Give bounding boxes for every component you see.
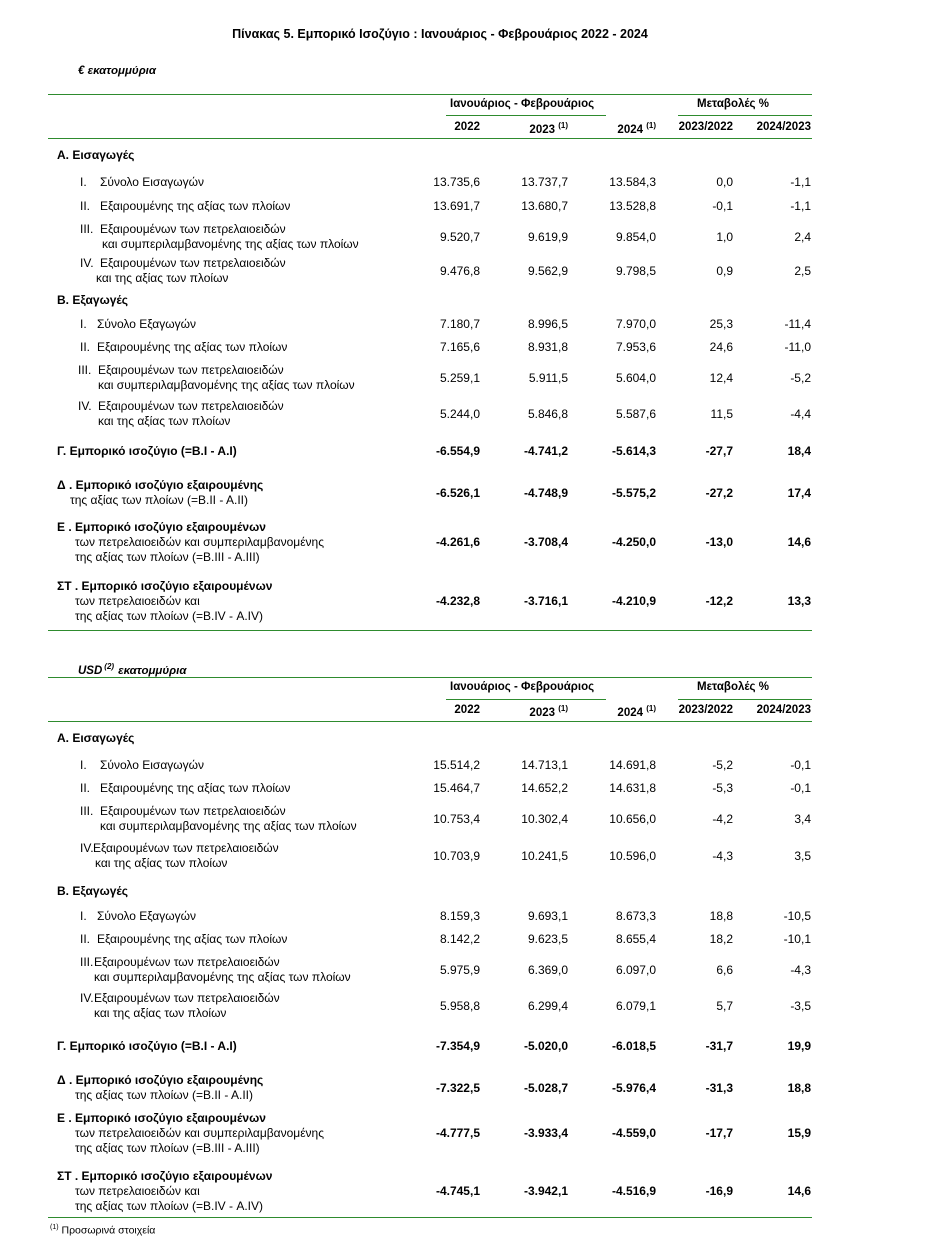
usd-balance-value-3: -6.018,5 (611, 1039, 656, 1053)
usd-exports-row-label: Εξαιρουμένων των πετρελαιοειδών (94, 991, 280, 1005)
usd-changes-header: Μεταβολές % (697, 681, 769, 693)
eur-imports-heading: Α. Εισαγωγές (57, 148, 135, 162)
eur-exports-row (0, 363, 941, 400)
eur-balance-value-3: -5.575,2 (611, 485, 656, 500)
eur-imports-row (0, 256, 941, 293)
eur-change-2024-2023: 2024/2023 (756, 121, 811, 133)
eur-imports-row (0, 175, 941, 197)
eur-balance-label: Ε . Εμπορικό ισοζύγιο εξαιρουμένων (57, 520, 266, 534)
usd-exports-heading: Β. Εξαγωγές (57, 884, 129, 898)
usd-imports-value-4: -5,3 (712, 781, 733, 795)
eur-balance-label: Δ . Εμπορικό ισοζύγιο εξαιρουμένης (57, 478, 264, 492)
usd-exports-value-4: 18,2 (709, 932, 733, 946)
eur-imports-value-2: 13.680,7 (521, 199, 568, 213)
eur-exports-row-label: και συμπεριλαμβανομένης της αξίας των πλοίων (98, 378, 355, 392)
usd-exports-row (0, 909, 941, 931)
usd-exports-value-2: 9.623,5 (527, 932, 568, 946)
eur-exports-row-label: Εξαιρουμένων των πετρελαιοειδών (98, 399, 284, 413)
usd-balance-label: ΣΤ . Εμπορικό ισοζύγιο εξαιρουμένων (57, 1169, 273, 1183)
usd-balance-label: των πετρελαιοειδών και (75, 1184, 200, 1198)
usd-balance-label: Γ. Εμπορικό ισοζύγιο (=Β.Ι - Α.Ι) (57, 1039, 237, 1053)
eur-exports-value-3: 5.587,6 (615, 406, 656, 421)
usd-exports-row-number: III. (80, 955, 94, 969)
eur-exports-row-number: I. (80, 317, 87, 331)
eur-exports-row (0, 399, 941, 436)
eur-changes-underline (678, 115, 812, 116)
eur-balance-value-4: -13,0 (705, 535, 733, 549)
eur-imports-value-3: 13.584,3 (609, 175, 656, 189)
eur-year-2022: 2022 (454, 121, 480, 133)
usd-imports-row-label: Εξαιρουμένης της αξίας των πλοίων (100, 781, 291, 795)
usd-exports-value-1: 8.159,3 (439, 909, 480, 923)
usd-imports-row-label: και συμπεριλαμβανομένης της αξίας των πλοίων (100, 819, 357, 833)
eur-exports-value-2: 8.931,8 (527, 340, 568, 354)
eur-balance-value-3: -5.614,3 (611, 444, 656, 458)
eur-exports-value-1: 7.180,7 (439, 317, 480, 331)
usd-balance-label: Δ . Εμπορικό ισοζύγιο εξαιρουμένης (57, 1073, 264, 1087)
usd-imports-row-label: Εξαιρουμένων των πετρελαιοειδών (100, 804, 286, 818)
eur-imports-value-4: 0,9 (716, 263, 733, 278)
usd-imports-value-2: 14.652,2 (521, 781, 568, 795)
eur-imports-row-label: Εξαιρουμένων των πετρελαιοειδών (100, 222, 286, 236)
usd-imports-row-label: Σύνολο Εισαγωγών (100, 758, 205, 772)
eur-period-header: Ιανουάριος - Φεβρουάριος (450, 98, 595, 110)
usd-imports-row-label: και της αξίας των πλοίων (95, 856, 228, 870)
usd-balance-label: της αξίας των πλοίων (=Β.ΙΙΙ - Α.ΙΙΙ) (75, 1141, 260, 1155)
eur-imports-row-number: II. (80, 199, 91, 213)
usd-year-2022: 2022 (454, 704, 480, 716)
eur-exports-value-4: 24,6 (709, 340, 733, 354)
eur-balance-label: των πετρελαιοειδών και (75, 594, 200, 608)
usd-top-rule (48, 677, 812, 678)
eur-imports-value-2: 9.619,9 (527, 229, 568, 244)
eur-imports-value-1: 9.476,8 (439, 263, 480, 278)
eur-exports-value-2: 8.996,5 (527, 317, 568, 331)
eur-balance-label: των πετρελαιοειδών και συμπεριλαμβανομένης (75, 535, 325, 549)
eur-exports-value-5: -11,4 (784, 317, 811, 331)
eur-balance-value-5: 14,6 (787, 535, 811, 549)
usd-imports-row-number: I. (80, 758, 87, 772)
eur-balance-value-4: -27,7 (705, 444, 733, 458)
usd-imports-value-1: 10.703,9 (433, 848, 480, 863)
usd-balance-value-5: 18,8 (787, 1080, 811, 1095)
eur-balance-value-2: -4.741,2 (523, 444, 568, 458)
usd-exports-row-number: I. (80, 909, 87, 923)
eur-balance-value-1: -4.261,6 (435, 535, 480, 549)
eur-balance-value-1: -4.232,8 (435, 594, 480, 608)
usd-exports-row-label: Εξαιρουμένης της αξίας των πλοίων (97, 932, 288, 946)
usd-exports-value-4: 5,7 (716, 998, 733, 1013)
usd-imports-value-1: 10.753,4 (433, 811, 480, 826)
eur-exports-value-5: -5,2 (790, 370, 811, 385)
usd-imports-value-1: 15.514,2 (433, 758, 480, 772)
usd-exports-value-3: 6.079,1 (615, 998, 656, 1013)
eur-header-rule (48, 138, 812, 139)
usd-balance-value-3: -4.516,9 (611, 1184, 656, 1198)
usd-imports-value-3: 10.656,0 (609, 811, 656, 826)
eur-balance-value-3: -4.250,0 (611, 535, 656, 549)
usd-balance-value-1: -4.777,5 (435, 1126, 480, 1140)
usd-imports-value-2: 10.241,5 (521, 848, 568, 863)
eur-balance-value-5: 13,3 (787, 594, 811, 608)
usd-exports-row-label: Σύνολο Εξαγωγών (97, 909, 196, 923)
usd-balance-value-4: -16,9 (705, 1184, 733, 1198)
usd-balance-label: της αξίας των πλοίων (=Β.ΙV - Α.ΙV) (75, 1199, 263, 1213)
usd-change-2024-2023: 2024/2023 (756, 704, 811, 716)
eur-balance-label: Γ. Εμπορικό ισοζύγιο (=Β.Ι - Α.Ι) (57, 444, 237, 458)
eur-imports-value-3: 9.854,0 (615, 229, 656, 244)
eur-balance-value-1: -6.554,9 (435, 444, 480, 458)
usd-exports-value-5: -3,5 (790, 998, 811, 1013)
eur-imports-row-number: IV. (80, 256, 94, 270)
eur-exports-value-1: 5.244,0 (439, 406, 480, 421)
eur-balance-row (0, 478, 941, 515)
usd-imports-row (0, 804, 941, 841)
eur-balance-label: της αξίας των πλοίων (=Β.ΙV - Α.ΙV) (75, 609, 263, 623)
usd-balance-value-3: -4.559,0 (611, 1126, 656, 1140)
eur-exports-row-number: IV. (78, 399, 92, 413)
eur-period-underline (446, 115, 606, 116)
usd-exports-value-4: 6,6 (716, 962, 733, 977)
eur-exports-heading: Β. Εξαγωγές (57, 293, 129, 307)
usd-imports-row (0, 758, 941, 780)
usd-unit-label: USD $^{(2)}$ εκατομμύρια (78, 662, 187, 677)
eur-balance-value-4: -27,2 (705, 485, 733, 500)
footnote: $^{(1)}$ Προσωρινά στοιχεία (50, 1224, 156, 1237)
usd-balance-value-5: 15,9 (787, 1126, 811, 1140)
eur-change-2023-2022: 2023/2022 (678, 121, 733, 133)
usd-imports-value-1: 15.464,7 (433, 781, 480, 795)
eur-exports-row-label: και της αξίας των πλοίων (98, 414, 231, 428)
usd-exports-value-3: 8.655,4 (615, 932, 656, 946)
eur-year-2024: 2024 $^{(1)}$ (617, 121, 656, 136)
eur-balance-value-5: 18,4 (787, 444, 811, 458)
eur-balance-row (0, 579, 941, 631)
usd-balance-row (0, 1039, 941, 1061)
usd-imports-value-3: 10.596,0 (609, 848, 656, 863)
usd-change-2023-2022: 2023/2022 (678, 704, 733, 716)
usd-period-header: Ιανουάριος - Φεβρουάριος (450, 681, 595, 693)
eur-balance-value-2: -3.708,4 (523, 535, 568, 549)
usd-imports-row (0, 781, 941, 803)
usd-exports-value-1: 8.142,2 (439, 932, 480, 946)
usd-exports-row (0, 955, 941, 992)
eur-year-2023: 2023 $^{(1)}$ (529, 121, 568, 136)
eur-exports-row-number: III. (78, 363, 92, 377)
eur-balance-value-1: -6.526,1 (435, 485, 480, 500)
usd-balance-value-3: -5.976,4 (611, 1080, 656, 1095)
usd-balance-value-5: 14,6 (787, 1184, 811, 1198)
usd-balance-value-4: -31,3 (705, 1080, 733, 1095)
usd-exports-row-number: IV. (80, 991, 94, 1005)
usd-exports-row-label: και συμπεριλαμβανομένης της αξίας των πλοίων (94, 970, 351, 984)
usd-exports-value-3: 6.097,0 (615, 962, 656, 977)
table-title: Πίνακας 5. Εμπορικό Ισοζύγιο : Ιανουάριος - Φεβρουάριος 2022 - 2024 (232, 27, 648, 41)
usd-balance-value-2: -3.942,1 (523, 1184, 568, 1198)
eur-imports-value-1: 13.691,7 (433, 199, 480, 213)
eur-balance-row (0, 444, 941, 466)
eur-exports-value-1: 7.165,6 (439, 340, 480, 354)
usd-balance-value-2: -3.933,4 (523, 1126, 568, 1140)
usd-balance-label: Ε . Εμπορικό ισοζύγιο εξαιρουμένων (57, 1111, 266, 1125)
eur-imports-value-1: 13.735,6 (433, 175, 480, 189)
eur-exports-value-4: 25,3 (709, 317, 733, 331)
eur-exports-value-4: 11,5 (710, 406, 733, 421)
eur-imports-value-5: 2,4 (794, 229, 811, 244)
eur-imports-row-label: Σύνολο Εισαγωγών (100, 175, 205, 189)
eur-imports-value-2: 13.737,7 (521, 175, 568, 189)
usd-balance-row (0, 1073, 941, 1110)
eur-exports-value-3: 5.604,0 (615, 370, 656, 385)
eur-balance-label: της αξίας των πλοίων (=Β.ΙΙΙ - Α.ΙΙΙ) (75, 550, 260, 564)
eur-unit-label: € εκατομμύρια (78, 65, 156, 77)
usd-imports-value-2: 14.713,1 (521, 758, 568, 772)
eur-imports-value-5: 2,5 (794, 263, 811, 278)
eur-balance-value-3: -4.210,9 (611, 594, 656, 608)
usd-balance-value-1: -7.322,5 (435, 1080, 480, 1095)
usd-balance-label: των πετρελαιοειδών και συμπεριλαμβανομένης (75, 1126, 325, 1140)
eur-imports-value-4: -0,1 (712, 199, 733, 213)
usd-balance-value-5: 19,9 (787, 1039, 811, 1053)
eur-balance-value-2: -4.748,9 (523, 485, 568, 500)
eur-exports-value-2: 5.911,5 (528, 370, 568, 385)
usd-balance-value-2: -5.020,0 (523, 1039, 568, 1053)
usd-balance-value-2: -5.028,7 (523, 1080, 568, 1095)
usd-year-2024: 2024 $^{(1)}$ (617, 704, 656, 719)
usd-period-underline (446, 699, 606, 700)
eur-top-rule (48, 94, 812, 95)
eur-exports-value-5: -11,0 (784, 340, 811, 354)
usd-imports-value-5: 3,5 (794, 848, 811, 863)
usd-balance-value-4: -17,7 (705, 1126, 733, 1140)
usd-exports-value-4: 18,8 (709, 909, 733, 923)
eur-exports-value-4: 12,4 (709, 370, 733, 385)
usd-exports-value-5: -4,3 (790, 962, 811, 977)
eur-imports-value-5: -1,1 (790, 199, 811, 213)
eur-imports-row-label: Εξαιρουμένων των πετρελαιοειδών (100, 256, 286, 270)
eur-imports-row-label: και της αξίας των πλοίων (96, 271, 229, 285)
usd-imports-row (0, 841, 941, 878)
usd-balance-row (0, 1169, 941, 1221)
eur-imports-row (0, 199, 941, 221)
eur-exports-row (0, 317, 941, 339)
usd-exports-value-2: 6.369,0 (527, 962, 568, 977)
usd-balance-label: της αξίας των πλοίων (=Β.ΙΙ - Α.ΙΙ) (75, 1088, 253, 1102)
eur-balance-label: της αξίας των πλοίων (=Β.ΙΙ - Α.ΙΙ) (70, 493, 248, 507)
usd-imports-value-5: -0,1 (790, 781, 811, 795)
usd-exports-value-3: 8.673,3 (615, 909, 656, 923)
usd-year-2023: 2023 $^{(1)}$ (529, 704, 568, 719)
eur-exports-value-3: 7.953,6 (615, 340, 656, 354)
usd-exports-row (0, 991, 941, 1028)
usd-imports-row-label: Εξαιρουμένων των πετρελαιοειδών (93, 841, 279, 855)
usd-imports-value-2: 10.302,4 (521, 811, 568, 826)
eur-balance-value-5: 17,4 (787, 485, 811, 500)
usd-exports-row (0, 932, 941, 954)
usd-imports-value-4: -4,3 (712, 848, 733, 863)
usd-imports-row-number: II. (80, 781, 91, 795)
eur-exports-value-3: 7.970,0 (615, 317, 656, 331)
eur-imports-value-3: 9.798,5 (615, 263, 656, 278)
eur-exports-value-5: -4,4 (790, 406, 811, 421)
eur-imports-row-number: I. (80, 175, 87, 189)
usd-exports-value-1: 5.958,8 (439, 998, 480, 1013)
usd-header-rule (48, 721, 812, 722)
usd-imports-value-4: -4,2 (712, 811, 733, 826)
usd-exports-row-number: II. (80, 932, 91, 946)
eur-imports-row (0, 222, 941, 259)
eur-imports-value-4: 1,0 (716, 229, 733, 244)
usd-imports-value-3: 14.691,8 (609, 758, 656, 772)
usd-imports-row-number: IV. (80, 841, 94, 855)
usd-exports-row-label: και της αξίας των πλοίων (94, 1006, 227, 1020)
eur-exports-row (0, 340, 941, 362)
eur-balance-row (0, 520, 941, 572)
eur-imports-value-3: 13.528,8 (609, 199, 656, 213)
usd-imports-value-4: -5,2 (712, 758, 733, 772)
usd-imports-value-5: 3,4 (794, 811, 811, 826)
eur-imports-row-label: και συμπεριλαμβανομένης της αξίας των πλοίων (102, 237, 359, 251)
usd-exports-value-2: 6.299,4 (527, 998, 568, 1013)
usd-exports-value-2: 9.693,1 (527, 909, 568, 923)
usd-imports-value-3: 14.631,8 (609, 781, 656, 795)
usd-balance-row (0, 1111, 941, 1163)
eur-imports-row-label: Εξαιρουμένης της αξίας των πλοίων (100, 199, 291, 213)
usd-balance-value-4: -31,7 (705, 1039, 733, 1053)
usd-exports-value-5: -10,5 (783, 909, 811, 923)
usd-exports-row-label: Εξαιρουμένων των πετρελαιοειδών (94, 955, 280, 969)
eur-exports-row-number: II. (80, 340, 91, 354)
eur-balance-value-4: -12,2 (705, 594, 733, 608)
usd-exports-value-5: -10,1 (783, 932, 811, 946)
usd-balance-value-1: -4.745,1 (435, 1184, 480, 1198)
eur-changes-header: Μεταβολές % (697, 98, 769, 110)
eur-imports-value-5: -1,1 (790, 175, 811, 189)
eur-imports-row-number: III. (80, 222, 94, 236)
eur-imports-value-1: 9.520,7 (439, 229, 480, 244)
eur-exports-value-2: 5.846,8 (527, 406, 568, 421)
usd-exports-value-1: 5.975,9 (439, 962, 480, 977)
eur-exports-row-label: Σύνολο Εξαγωγών (97, 317, 196, 331)
eur-imports-value-2: 9.562,9 (527, 263, 568, 278)
usd-imports-heading: Α. Εισαγωγές (57, 731, 135, 745)
eur-balance-label: ΣΤ . Εμπορικό ισοζύγιο εξαιρουμένων (57, 579, 273, 593)
usd-balance-value-1: -7.354,9 (435, 1039, 480, 1053)
eur-exports-row-label: Εξαιρουμένης της αξίας των πλοίων (97, 340, 288, 354)
eur-exports-row-label: Εξαιρουμένων των πετρελαιοειδών (98, 363, 284, 377)
usd-imports-value-5: -0,1 (790, 758, 811, 772)
eur-balance-value-2: -3.716,1 (523, 594, 568, 608)
eur-imports-value-4: 0,0 (716, 175, 733, 189)
usd-imports-row-number: III. (80, 804, 94, 818)
eur-exports-value-1: 5.259,1 (439, 370, 480, 385)
usd-changes-underline (678, 699, 812, 700)
